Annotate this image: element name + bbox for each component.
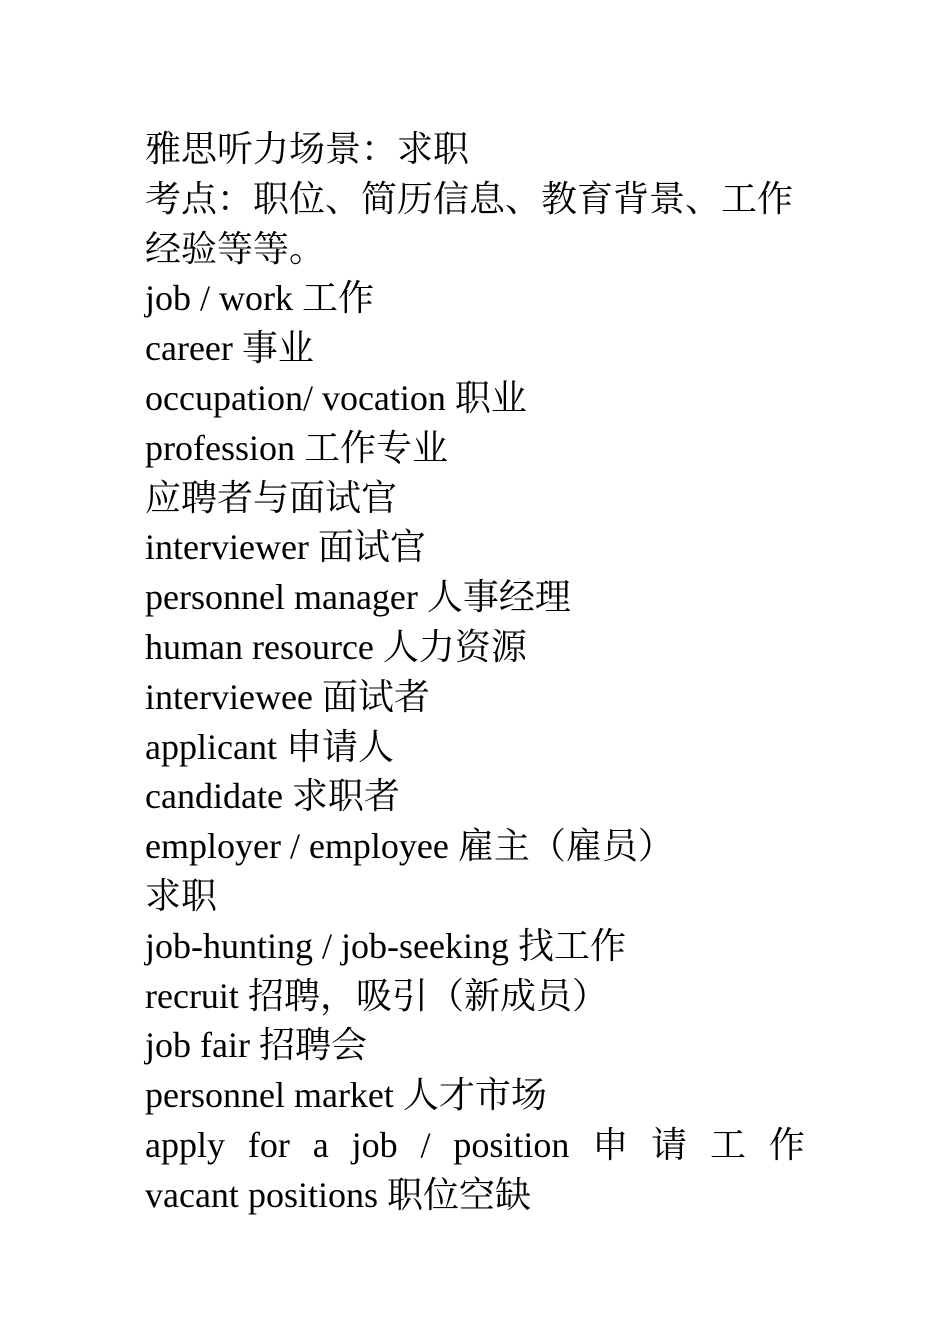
word: 请 [651, 1124, 688, 1165]
vocab-line: personnel manager 人事经理 [145, 577, 571, 618]
vocab-line: occupation/ vocation 职业 [145, 377, 527, 418]
word: 工 [710, 1124, 747, 1165]
section-heading: 求职 [145, 875, 218, 916]
vocab-line: interviewer 面试官 [145, 527, 426, 568]
word: apply [145, 1124, 225, 1165]
word: 作 [768, 1124, 805, 1165]
vocab-line: job fair 招聘会 [145, 1025, 367, 1066]
vocab-line: job / work 工作 [145, 278, 374, 319]
vocab-line: personnel market 人才市场 [145, 1075, 547, 1116]
word: a [312, 1124, 329, 1165]
word: / [420, 1124, 431, 1165]
vocab-line: interviewee 面试者 [145, 676, 430, 717]
vocab-line: candidate 求职者 [145, 776, 400, 817]
word: position [453, 1124, 570, 1165]
vocab-line: recruit 招聘，吸引（新成员） [145, 975, 608, 1016]
key-points-paragraph: 考点：职位、简历信息、教育背景、工作经验等等。 [145, 178, 794, 269]
vocab-line: career 事业 [145, 328, 314, 369]
vocab-line: applicant 申请人 [145, 726, 394, 767]
vocab-line: job-hunting / job-seeking 找工作 [145, 925, 626, 966]
word: 申 [592, 1124, 629, 1165]
word: job [351, 1124, 398, 1165]
justified-vocab-line [145, 1121, 805, 1171]
vocab-line: profession 工作专业 [145, 427, 448, 468]
vocab-line: human resource 人力资源 [145, 626, 527, 667]
document-title: 雅思听力场景：求职 [145, 129, 470, 169]
document-body [145, 125, 805, 1221]
vocab-line: vacant positions 职位空缺 [145, 1174, 531, 1215]
section-heading: 应聘者与面试官 [145, 477, 398, 518]
word: for [247, 1124, 290, 1165]
vocab-line: employer / employee 雇主（雇员） [145, 826, 674, 867]
